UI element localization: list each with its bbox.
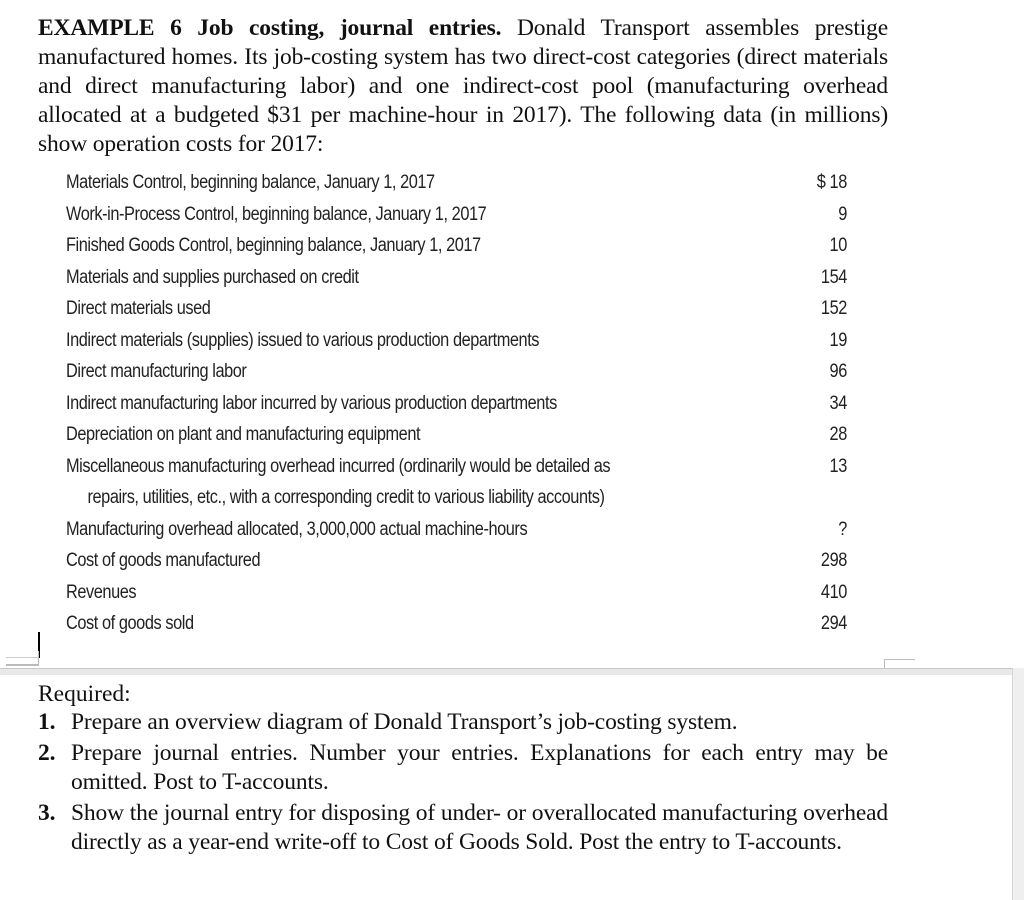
table-row <box>66 356 847 388</box>
row-label: Indirect materials (supplies) issued to various production departments <box>66 329 540 351</box>
item-number: 1. <box>38 709 56 735</box>
table-row <box>66 451 847 514</box>
row-value: 294 <box>820 613 847 634</box>
list-item <box>38 799 888 857</box>
row-label: Depreciation on plant and manufacturing equipment <box>66 424 421 445</box>
item-text: Prepare journal entries. Number your entries. Explanations for each entry may be omitted. Post to T-accounts. <box>71 740 888 795</box>
required-list <box>38 708 888 859</box>
row-label-line2: repairs, utilities, etc., with a corresponding credit to various liability accounts) <box>87 487 605 508</box>
row-label: Materials and supplies purchased on credit <box>66 266 359 288</box>
table-row <box>66 199 847 231</box>
row-value: ? <box>838 518 847 540</box>
row-value: 13 <box>829 455 847 477</box>
item-number: 3. <box>38 800 56 826</box>
row-value: $ 18 <box>816 172 847 193</box>
row-label: Finished Goods Control, beginning balance, January 1, 2017 <box>66 235 481 256</box>
table-row <box>66 262 847 294</box>
row-label: Direct manufacturing labor <box>66 361 247 382</box>
problem-intro <box>38 14 888 159</box>
table-row <box>66 608 847 640</box>
table-row <box>66 545 847 577</box>
table-row <box>66 293 847 325</box>
page-break <box>0 668 1014 675</box>
row-value: 410 <box>820 581 847 603</box>
table-row <box>66 514 847 546</box>
row-value: 298 <box>820 550 847 571</box>
row-label: Indirect manufacturing labor incurred by various production departments <box>66 392 557 414</box>
row-value: 28 <box>829 424 847 445</box>
row-label: Materials Control, beginning balance, January 1, 2017 <box>66 172 435 193</box>
item-text: Show the journal entry for disposing of under- or overallocated manufacturing overhead directly as a year-end write-off to Cost of Goods Sold. Post the entry to T-accounts. <box>71 800 888 855</box>
table-row <box>66 577 847 609</box>
problem-body: Donald Transport assembles prestige manufactured homes. Its job-costing system has two direct-cost categories (direct materials and direct manufacturing labor) and one indirect-cost pool (manufacturing overhead allocated at a budgeted $31 per machine-hour in 2017). The following data (in millions) show operation costs for 2017: <box>38 15 888 157</box>
cost-data-table <box>66 167 847 640</box>
table-row <box>66 167 847 199</box>
row-value: 10 <box>829 235 847 256</box>
row-value: 152 <box>820 298 847 319</box>
list-item <box>38 708 888 737</box>
row-value: 96 <box>829 361 847 382</box>
required-heading: Required: <box>38 681 131 707</box>
row-value: 19 <box>829 329 847 351</box>
table-row <box>66 325 847 357</box>
table-row <box>66 230 847 262</box>
row-label: Cost of goods manufactured <box>66 550 261 571</box>
table-row <box>66 419 847 451</box>
row-value: 34 <box>829 392 847 414</box>
row-label: Cost of goods sold <box>66 613 194 634</box>
list-item <box>38 739 888 797</box>
row-label: Revenues <box>66 581 137 603</box>
item-number: 2. <box>38 740 56 766</box>
item-text: Prepare an overview diagram of Donald Transport’s job-costing system. <box>71 709 738 735</box>
row-label: Manufacturing overhead allocated, 3,000,000 actual machine-hours <box>66 518 528 540</box>
row-value: 154 <box>820 266 847 288</box>
example-heading: EXAMPLE 6 Job costing, journal entries. <box>38 15 502 41</box>
right-gutter <box>1012 668 1024 900</box>
row-label <box>66 451 720 514</box>
row-label: Work-in-Process Control, beginning balance, January 1, 2017 <box>66 203 487 225</box>
left-margin-crop-mark <box>6 651 39 666</box>
table-row <box>66 388 847 420</box>
row-label: Direct materials used <box>66 298 211 319</box>
row-label-line1: Miscellaneous manufacturing overhead incurred (ordinarily would be detailed as <box>66 455 611 477</box>
row-value: 9 <box>838 203 847 225</box>
